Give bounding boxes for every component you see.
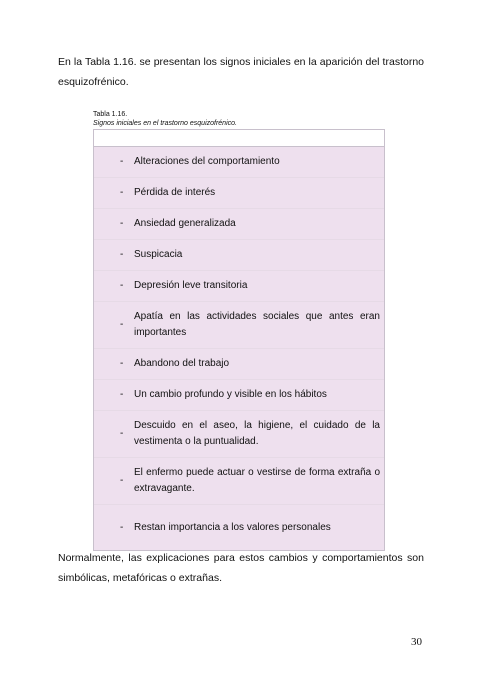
table-row	[94, 458, 384, 505]
list-bullet: -	[120, 475, 124, 486]
conclusion-paragraph: Normalmente, las explicaciones para estos cambios y comportamientos son simbólicas, metafóricas o extrañas.	[58, 552, 424, 584]
list-bullet: -	[120, 358, 124, 369]
intro-paragraph: En la Tabla 1.16. se presentan los signos iniciales en la aparición del trastorno esquizofrénico.	[58, 56, 424, 88]
table-cell: Depresión leve transitoria	[134, 280, 248, 291]
table-cell: Pérdida de interés	[134, 187, 216, 198]
table-cell: Restan importancia a los valores personales	[134, 521, 331, 533]
table-row	[94, 209, 384, 240]
table-row	[94, 380, 384, 411]
table-cell: Apatía en las actividades sociales que antes eran importantes	[134, 311, 380, 338]
table-caption	[93, 110, 393, 128]
table-cell: Alteraciones del comportamiento	[134, 156, 280, 167]
list-bullet: -	[120, 280, 124, 291]
list-bullet: -	[120, 218, 124, 229]
table-body	[94, 147, 384, 550]
table-row	[94, 302, 384, 349]
table-cell: Un cambio profundo y visible en los hábitos	[134, 389, 327, 400]
table-row	[94, 349, 384, 380]
table-cell: Abandono del trabajo	[134, 358, 230, 369]
table-row	[94, 147, 384, 178]
list-bullet: -	[120, 156, 124, 167]
table-caption-title: Tabla 1.16.	[93, 111, 128, 118]
list-bullet: -	[120, 521, 124, 533]
list-bullet: -	[120, 187, 124, 198]
signs-table	[93, 129, 385, 551]
table-row	[94, 411, 384, 458]
table-cell: Ansiedad generalizada	[134, 218, 236, 229]
table-cell: Descuido en el aseo, la higiene, el cuidado de la vestimenta o la puntualidad.	[134, 420, 380, 447]
table-row	[94, 240, 384, 271]
list-bullet: -	[120, 249, 124, 260]
table-caption-subtitle: Signos iniciales en el trastorno esquizofrénico.	[93, 120, 237, 127]
table-cell: Suspicacia	[134, 249, 183, 260]
list-bullet: -	[120, 428, 124, 439]
table-header-row	[94, 130, 384, 147]
table-row	[94, 178, 384, 209]
table-cell: El enfermo puede actuar o vestirse de forma extraña o extravagante.	[134, 467, 380, 494]
table-row	[94, 505, 384, 550]
list-bullet: -	[120, 319, 124, 330]
list-bullet: -	[120, 389, 124, 400]
table-row	[94, 271, 384, 302]
page-number: 30	[411, 636, 422, 648]
